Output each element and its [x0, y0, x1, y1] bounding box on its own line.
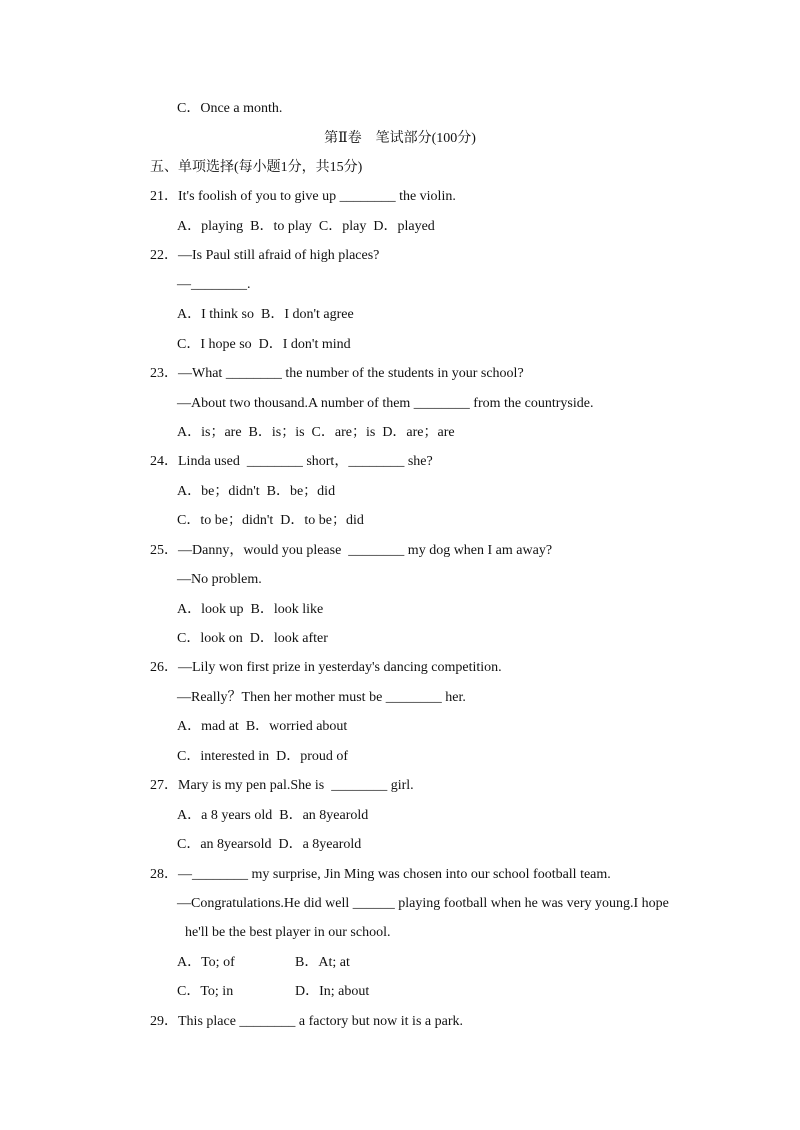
- question-27-options-1: A．a 8 years old B．an 8yearold: [177, 808, 369, 823]
- question-26: 26．—Lily won first prize in yesterday's dancing competition.: [150, 660, 502, 675]
- part-heading: 五、单项选择(每小题1分，共15分): [150, 160, 363, 175]
- question-22-response: —________.: [177, 277, 251, 292]
- question-27: 27．Mary is my pen pal.She is ________ girl.: [150, 778, 414, 793]
- question-26-options-2: C．interested in D．proud of: [177, 749, 349, 764]
- question-24-options-2: C．to be；didn't D．to be；did: [177, 513, 364, 528]
- question-29: 29．This place ________ a factory but now it is a park.: [150, 1014, 463, 1029]
- question-25: 25．—Danny，would you please ________ my dog when I am away?: [150, 543, 553, 558]
- question-28-option-c: C．To; in: [177, 984, 234, 999]
- question-25-options-1: A．look up B．look like: [177, 602, 324, 617]
- question-28-option-a: A．To; of: [177, 955, 235, 970]
- question-27-options-2: C．an 8yearsold D．a 8yearold: [177, 837, 362, 852]
- question-28-option-d: D．In; about: [295, 984, 370, 999]
- question-21: 21．It's foolish of you to give up ________ the violin.: [150, 189, 456, 204]
- question-24-options-1: A．be；didn't B．be；did: [177, 484, 336, 499]
- prev-option-c: C．Once a month.: [177, 101, 283, 116]
- question-21-options: A．playing B．to play C．play D．played: [177, 219, 435, 234]
- question-26-options-1: A．mad at B．worried about: [177, 719, 348, 734]
- question-22: 22．—Is Paul still afraid of high places?: [150, 248, 380, 263]
- section-title: 第Ⅱ卷 笔试部分(100分): [324, 131, 476, 146]
- question-22-options-1: A．I think so B．I don't agree: [177, 307, 354, 322]
- question-25-response: —No problem.: [177, 572, 262, 587]
- question-25-options-2: C．look on D．look after: [177, 631, 328, 646]
- question-24: 24．Linda used ________ short，________ she?: [150, 454, 433, 469]
- question-22-options-2: C．I hope so D．I don't mind: [177, 337, 351, 352]
- question-28-option-b: B．At; at: [295, 955, 350, 970]
- question-28: 28．—________ my surprise, Jin Ming was chosen into our school football team.: [150, 867, 611, 882]
- question-28-response-2: he'll be the best player in our school.: [185, 925, 391, 940]
- question-23-response: —About two thousand.A number of them ________ from the countryside.: [177, 396, 594, 411]
- question-28-response-1: —Congratulations.He did well ______ playing football when he was very young.I hope: [177, 896, 669, 911]
- question-23-options: A．is；are B．is；is C．are；is D．are；are: [177, 425, 455, 440]
- question-26-response: —Really？Then her mother must be ________ her.: [177, 690, 466, 705]
- question-23: 23．—What ________ the number of the students in your school?: [150, 366, 524, 381]
